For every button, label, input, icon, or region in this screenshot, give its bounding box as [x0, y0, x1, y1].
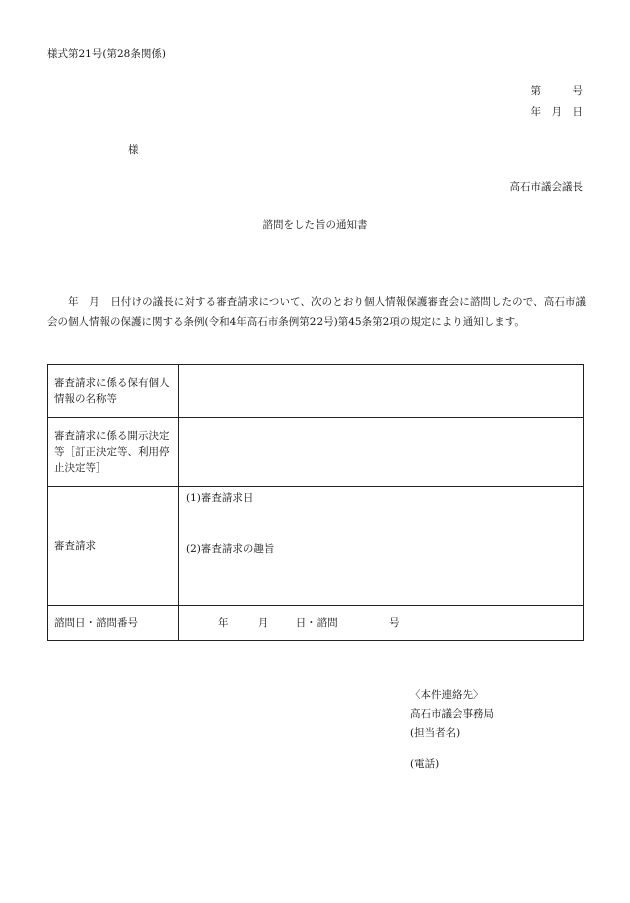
detail-table [47, 364, 584, 641]
row-value-personal-info-name [179, 365, 584, 418]
table-row [48, 365, 584, 418]
row-value-disclosure-decision [179, 418, 584, 487]
review-request-date-label: (1)審査請求日 [186, 492, 254, 504]
inquiry-month-label: 月 [257, 617, 269, 629]
row-value-inquiry-date-number [179, 606, 584, 641]
sender: 高石市議会議長 [509, 181, 583, 193]
addressee: 様 [128, 144, 139, 156]
row-label-inquiry-date-number: 諮問日・諮問番号 [48, 606, 179, 641]
row-label-disclosure-decision: 審査請求に係る開示決定等［訂正決定等、利用停止決定等］ [48, 418, 179, 487]
form-number: 様式第21号(第28条関係) [47, 48, 166, 60]
row-value-review-request [179, 487, 584, 606]
contact-heading: 〈本件連絡先〉 [410, 689, 484, 701]
body-text: 年 月 日付けの議長に対する審査請求について、次のとおり個人情報保護審査会に諮問したので、高石市議会の個人情報の保護に関する条例(令和4年高石市条例第22号)第45条第2項の規定により通知します。 [47, 296, 586, 328]
table-row [48, 487, 584, 606]
row-label-personal-info-name: 審査請求に係る保有個人情報の名称等 [48, 365, 179, 418]
table-row [48, 606, 584, 641]
document-title: 諮問をした旨の通知書 [262, 219, 368, 231]
contact-office: 高石市議会事務局 [410, 708, 494, 720]
contact-phone: (電話) [410, 758, 440, 770]
row-label-review-request: 審査請求 [48, 487, 179, 606]
inquiry-number-suffix: 号 [389, 617, 400, 629]
table-row [48, 418, 584, 487]
document-date: 年 月 日 [530, 106, 583, 118]
inquiry-year-label: 年 [218, 617, 229, 629]
contact-person: (担当者名) [410, 727, 461, 739]
contact-block [410, 686, 494, 774]
review-request-purpose-label: (2)審査請求の趣旨 [186, 543, 275, 555]
document-number: 第 号 [530, 85, 583, 97]
inquiry-day-number-label: 日・諮問 [295, 617, 338, 629]
